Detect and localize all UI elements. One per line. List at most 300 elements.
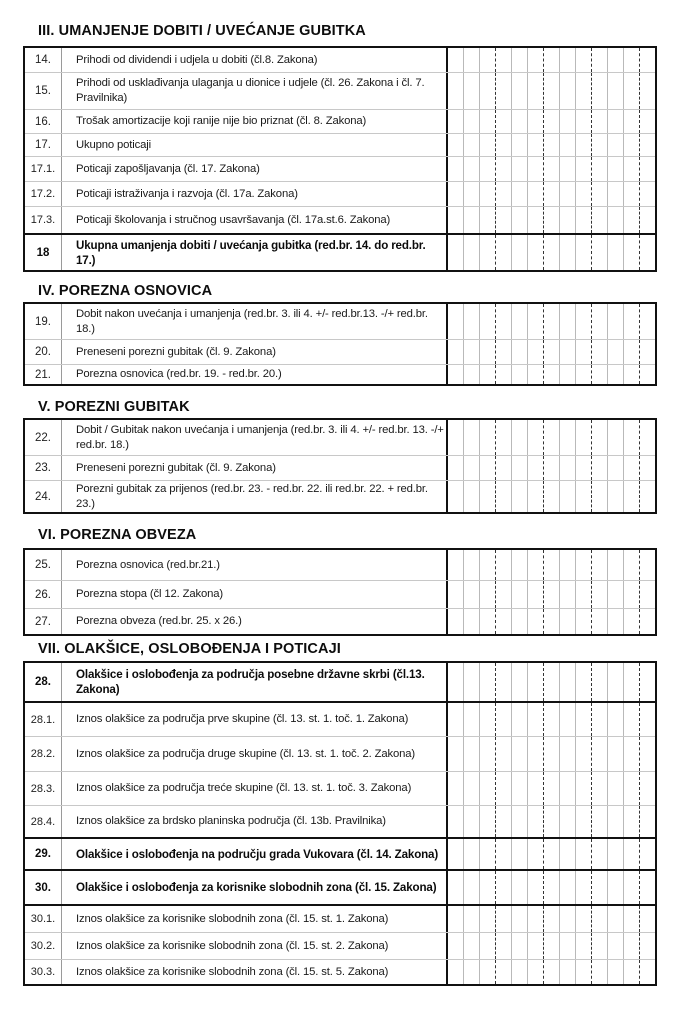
digit-cell[interactable] <box>480 456 496 480</box>
digit-cell[interactable] <box>560 73 576 109</box>
digit-cell[interactable] <box>624 960 640 984</box>
digit-cell[interactable] <box>624 235 640 270</box>
digit-cell[interactable] <box>560 550 576 580</box>
digit-cell[interactable] <box>512 73 528 109</box>
digit-cell[interactable] <box>544 663 560 701</box>
digit-cell[interactable] <box>528 235 544 270</box>
digit-cell[interactable] <box>512 871 528 904</box>
digit-cell[interactable] <box>512 550 528 580</box>
digit-cell[interactable] <box>480 304 496 339</box>
digit-cell[interactable] <box>592 48 608 72</box>
digit-cell[interactable] <box>496 839 512 869</box>
digit-cell[interactable] <box>496 182 512 206</box>
digit-cell[interactable] <box>544 906 560 932</box>
digit-cell[interactable] <box>576 772 592 805</box>
digit-cell[interactable] <box>512 110 528 133</box>
digit-cell[interactable] <box>448 420 464 455</box>
digit-cell[interactable] <box>464 871 480 904</box>
digit-cell[interactable] <box>528 550 544 580</box>
digit-cell[interactable] <box>560 157 576 181</box>
digit-cell[interactable] <box>592 340 608 364</box>
digit-cell[interactable] <box>592 581 608 608</box>
digit-cell[interactable] <box>560 340 576 364</box>
digit-cell[interactable] <box>592 550 608 580</box>
digit-cell[interactable] <box>624 134 640 156</box>
digit-cell[interactable] <box>624 157 640 181</box>
digit-cell[interactable] <box>640 663 655 701</box>
amount-input-grid[interactable] <box>446 839 655 869</box>
digit-cell[interactable] <box>480 420 496 455</box>
digit-cell[interactable] <box>560 839 576 869</box>
digit-cell[interactable] <box>624 207 640 233</box>
digit-cell[interactable] <box>496 550 512 580</box>
digit-cell[interactable] <box>544 134 560 156</box>
digit-cell[interactable] <box>512 960 528 984</box>
digit-cell[interactable] <box>560 48 576 72</box>
digit-cell[interactable] <box>464 134 480 156</box>
digit-cell[interactable] <box>528 365 544 384</box>
digit-cell[interactable] <box>528 906 544 932</box>
digit-cell[interactable] <box>544 420 560 455</box>
digit-cell[interactable] <box>608 960 624 984</box>
digit-cell[interactable] <box>640 609 655 634</box>
amount-input-grid[interactable] <box>446 456 655 480</box>
digit-cell[interactable] <box>448 340 464 364</box>
digit-cell[interactable] <box>480 182 496 206</box>
digit-cell[interactable] <box>560 703 576 736</box>
digit-cell[interactable] <box>496 235 512 270</box>
digit-cell[interactable] <box>496 340 512 364</box>
digit-cell[interactable] <box>496 157 512 181</box>
digit-cell[interactable] <box>608 663 624 701</box>
digit-cell[interactable] <box>576 933 592 959</box>
digit-cell[interactable] <box>528 871 544 904</box>
digit-cell[interactable] <box>560 772 576 805</box>
amount-input-grid[interactable] <box>446 110 655 133</box>
amount-input-grid[interactable] <box>446 48 655 72</box>
digit-cell[interactable] <box>592 110 608 133</box>
digit-cell[interactable] <box>528 48 544 72</box>
digit-cell[interactable] <box>608 235 624 270</box>
digit-cell[interactable] <box>496 73 512 109</box>
amount-input-grid[interactable] <box>446 182 655 206</box>
digit-cell[interactable] <box>640 481 655 512</box>
digit-cell[interactable] <box>464 340 480 364</box>
digit-cell[interactable] <box>528 134 544 156</box>
digit-cell[interactable] <box>480 663 496 701</box>
digit-cell[interactable] <box>624 737 640 771</box>
digit-cell[interactable] <box>544 772 560 805</box>
digit-cell[interactable] <box>608 456 624 480</box>
digit-cell[interactable] <box>592 481 608 512</box>
digit-cell[interactable] <box>624 182 640 206</box>
amount-input-grid[interactable] <box>446 235 655 270</box>
digit-cell[interactable] <box>480 933 496 959</box>
digit-cell[interactable] <box>512 703 528 736</box>
digit-cell[interactable] <box>448 933 464 959</box>
digit-cell[interactable] <box>624 839 640 869</box>
digit-cell[interactable] <box>592 609 608 634</box>
digit-cell[interactable] <box>544 48 560 72</box>
digit-cell[interactable] <box>448 365 464 384</box>
digit-cell[interactable] <box>448 806 464 837</box>
digit-cell[interactable] <box>640 772 655 805</box>
digit-cell[interactable] <box>592 157 608 181</box>
amount-input-grid[interactable] <box>446 806 655 837</box>
digit-cell[interactable] <box>480 481 496 512</box>
digit-cell[interactable] <box>512 182 528 206</box>
amount-input-grid[interactable] <box>446 906 655 932</box>
digit-cell[interactable] <box>592 207 608 233</box>
digit-cell[interactable] <box>512 481 528 512</box>
digit-cell[interactable] <box>608 609 624 634</box>
digit-cell[interactable] <box>448 134 464 156</box>
digit-cell[interactable] <box>480 550 496 580</box>
digit-cell[interactable] <box>640 420 655 455</box>
digit-cell[interactable] <box>576 134 592 156</box>
digit-cell[interactable] <box>560 304 576 339</box>
digit-cell[interactable] <box>592 420 608 455</box>
digit-cell[interactable] <box>480 871 496 904</box>
digit-cell[interactable] <box>480 609 496 634</box>
digit-cell[interactable] <box>512 663 528 701</box>
digit-cell[interactable] <box>624 550 640 580</box>
digit-cell[interactable] <box>640 806 655 837</box>
digit-cell[interactable] <box>448 550 464 580</box>
digit-cell[interactable] <box>576 365 592 384</box>
digit-cell[interactable] <box>592 906 608 932</box>
digit-cell[interactable] <box>448 871 464 904</box>
digit-cell[interactable] <box>608 157 624 181</box>
digit-cell[interactable] <box>512 906 528 932</box>
digit-cell[interactable] <box>464 182 480 206</box>
digit-cell[interactable] <box>576 906 592 932</box>
amount-input-grid[interactable] <box>446 609 655 634</box>
digit-cell[interactable] <box>528 609 544 634</box>
digit-cell[interactable] <box>544 456 560 480</box>
digit-cell[interactable] <box>448 737 464 771</box>
digit-cell[interactable] <box>448 772 464 805</box>
digit-cell[interactable] <box>464 703 480 736</box>
digit-cell[interactable] <box>528 304 544 339</box>
digit-cell[interactable] <box>496 304 512 339</box>
digit-cell[interactable] <box>544 481 560 512</box>
digit-cell[interactable] <box>544 207 560 233</box>
amount-input-grid[interactable] <box>446 737 655 771</box>
digit-cell[interactable] <box>560 960 576 984</box>
digit-cell[interactable] <box>496 806 512 837</box>
digit-cell[interactable] <box>464 663 480 701</box>
digit-cell[interactable] <box>464 420 480 455</box>
digit-cell[interactable] <box>528 737 544 771</box>
digit-cell[interactable] <box>544 871 560 904</box>
digit-cell[interactable] <box>464 550 480 580</box>
digit-cell[interactable] <box>480 73 496 109</box>
digit-cell[interactable] <box>464 839 480 869</box>
amount-input-grid[interactable] <box>446 134 655 156</box>
digit-cell[interactable] <box>480 703 496 736</box>
digit-cell[interactable] <box>464 207 480 233</box>
digit-cell[interactable] <box>576 737 592 771</box>
digit-cell[interactable] <box>560 456 576 480</box>
digit-cell[interactable] <box>480 48 496 72</box>
digit-cell[interactable] <box>640 207 655 233</box>
digit-cell[interactable] <box>624 906 640 932</box>
digit-cell[interactable] <box>464 365 480 384</box>
digit-cell[interactable] <box>560 609 576 634</box>
digit-cell[interactable] <box>608 110 624 133</box>
digit-cell[interactable] <box>592 456 608 480</box>
digit-cell[interactable] <box>592 304 608 339</box>
digit-cell[interactable] <box>464 772 480 805</box>
digit-cell[interactable] <box>560 207 576 233</box>
digit-cell[interactable] <box>624 304 640 339</box>
digit-cell[interactable] <box>496 365 512 384</box>
amount-input-grid[interactable] <box>446 157 655 181</box>
digit-cell[interactable] <box>560 933 576 959</box>
digit-cell[interactable] <box>480 110 496 133</box>
digit-cell[interactable] <box>560 806 576 837</box>
digit-cell[interactable] <box>544 703 560 736</box>
digit-cell[interactable] <box>448 157 464 181</box>
digit-cell[interactable] <box>512 134 528 156</box>
digit-cell[interactable] <box>640 839 655 869</box>
digit-cell[interactable] <box>592 663 608 701</box>
digit-cell[interactable] <box>464 157 480 181</box>
digit-cell[interactable] <box>576 806 592 837</box>
digit-cell[interactable] <box>592 737 608 771</box>
digit-cell[interactable] <box>608 340 624 364</box>
digit-cell[interactable] <box>640 581 655 608</box>
digit-cell[interactable] <box>640 73 655 109</box>
digit-cell[interactable] <box>624 663 640 701</box>
digit-cell[interactable] <box>512 772 528 805</box>
digit-cell[interactable] <box>512 806 528 837</box>
digit-cell[interactable] <box>528 456 544 480</box>
digit-cell[interactable] <box>448 207 464 233</box>
digit-cell[interactable] <box>640 110 655 133</box>
digit-cell[interactable] <box>624 110 640 133</box>
digit-cell[interactable] <box>496 48 512 72</box>
digit-cell[interactable] <box>640 235 655 270</box>
digit-cell[interactable] <box>480 365 496 384</box>
amount-input-grid[interactable] <box>446 73 655 109</box>
digit-cell[interactable] <box>608 73 624 109</box>
amount-input-grid[interactable] <box>446 550 655 580</box>
digit-cell[interactable] <box>576 157 592 181</box>
digit-cell[interactable] <box>480 340 496 364</box>
digit-cell[interactable] <box>560 420 576 455</box>
digit-cell[interactable] <box>624 456 640 480</box>
digit-cell[interactable] <box>480 207 496 233</box>
digit-cell[interactable] <box>608 48 624 72</box>
digit-cell[interactable] <box>560 134 576 156</box>
digit-cell[interactable] <box>640 960 655 984</box>
digit-cell[interactable] <box>528 806 544 837</box>
digit-cell[interactable] <box>480 235 496 270</box>
digit-cell[interactable] <box>448 609 464 634</box>
digit-cell[interactable] <box>512 304 528 339</box>
digit-cell[interactable] <box>448 456 464 480</box>
digit-cell[interactable] <box>624 481 640 512</box>
amount-input-grid[interactable] <box>446 581 655 608</box>
digit-cell[interactable] <box>448 182 464 206</box>
digit-cell[interactable] <box>608 182 624 206</box>
digit-cell[interactable] <box>544 235 560 270</box>
digit-cell[interactable] <box>464 110 480 133</box>
digit-cell[interactable] <box>640 48 655 72</box>
digit-cell[interactable] <box>608 933 624 959</box>
digit-cell[interactable] <box>528 663 544 701</box>
digit-cell[interactable] <box>528 207 544 233</box>
digit-cell[interactable] <box>640 456 655 480</box>
digit-cell[interactable] <box>480 134 496 156</box>
digit-cell[interactable] <box>544 581 560 608</box>
digit-cell[interactable] <box>528 703 544 736</box>
digit-cell[interactable] <box>592 806 608 837</box>
digit-cell[interactable] <box>640 906 655 932</box>
digit-cell[interactable] <box>624 420 640 455</box>
digit-cell[interactable] <box>480 906 496 932</box>
digit-cell[interactable] <box>528 933 544 959</box>
digit-cell[interactable] <box>544 933 560 959</box>
digit-cell[interactable] <box>640 340 655 364</box>
digit-cell[interactable] <box>560 365 576 384</box>
digit-cell[interactable] <box>576 207 592 233</box>
digit-cell[interactable] <box>624 772 640 805</box>
digit-cell[interactable] <box>608 365 624 384</box>
digit-cell[interactable] <box>640 871 655 904</box>
digit-cell[interactable] <box>560 481 576 512</box>
digit-cell[interactable] <box>512 581 528 608</box>
amount-input-grid[interactable] <box>446 481 655 512</box>
digit-cell[interactable] <box>480 157 496 181</box>
amount-input-grid[interactable] <box>446 340 655 364</box>
digit-cell[interactable] <box>464 481 480 512</box>
digit-cell[interactable] <box>576 871 592 904</box>
digit-cell[interactable] <box>592 235 608 270</box>
digit-cell[interactable] <box>544 73 560 109</box>
digit-cell[interactable] <box>560 737 576 771</box>
digit-cell[interactable] <box>464 456 480 480</box>
digit-cell[interactable] <box>544 960 560 984</box>
digit-cell[interactable] <box>448 663 464 701</box>
digit-cell[interactable] <box>448 703 464 736</box>
digit-cell[interactable] <box>592 871 608 904</box>
digit-cell[interactable] <box>624 73 640 109</box>
digit-cell[interactable] <box>576 182 592 206</box>
digit-cell[interactable] <box>480 960 496 984</box>
digit-cell[interactable] <box>576 581 592 608</box>
digit-cell[interactable] <box>480 737 496 771</box>
digit-cell[interactable] <box>624 340 640 364</box>
digit-cell[interactable] <box>592 365 608 384</box>
digit-cell[interactable] <box>640 304 655 339</box>
digit-cell[interactable] <box>576 48 592 72</box>
digit-cell[interactable] <box>480 839 496 869</box>
digit-cell[interactable] <box>496 456 512 480</box>
digit-cell[interactable] <box>528 420 544 455</box>
digit-cell[interactable] <box>624 48 640 72</box>
digit-cell[interactable] <box>560 871 576 904</box>
digit-cell[interactable] <box>496 906 512 932</box>
digit-cell[interactable] <box>592 772 608 805</box>
digit-cell[interactable] <box>640 737 655 771</box>
digit-cell[interactable] <box>640 703 655 736</box>
digit-cell[interactable] <box>592 73 608 109</box>
digit-cell[interactable] <box>608 581 624 608</box>
digit-cell[interactable] <box>544 365 560 384</box>
digit-cell[interactable] <box>640 365 655 384</box>
digit-cell[interactable] <box>464 48 480 72</box>
digit-cell[interactable] <box>528 481 544 512</box>
digit-cell[interactable] <box>560 235 576 270</box>
digit-cell[interactable] <box>480 581 496 608</box>
digit-cell[interactable] <box>496 581 512 608</box>
digit-cell[interactable] <box>592 703 608 736</box>
digit-cell[interactable] <box>528 772 544 805</box>
digit-cell[interactable] <box>608 134 624 156</box>
digit-cell[interactable] <box>448 839 464 869</box>
digit-cell[interactable] <box>496 737 512 771</box>
digit-cell[interactable] <box>576 235 592 270</box>
digit-cell[interactable] <box>560 663 576 701</box>
digit-cell[interactable] <box>464 304 480 339</box>
digit-cell[interactable] <box>608 481 624 512</box>
digit-cell[interactable] <box>608 839 624 869</box>
digit-cell[interactable] <box>464 73 480 109</box>
amount-input-grid[interactable] <box>446 772 655 805</box>
digit-cell[interactable] <box>448 304 464 339</box>
digit-cell[interactable] <box>496 481 512 512</box>
digit-cell[interactable] <box>512 48 528 72</box>
digit-cell[interactable] <box>480 772 496 805</box>
digit-cell[interactable] <box>528 960 544 984</box>
digit-cell[interactable] <box>592 182 608 206</box>
digit-cell[interactable] <box>512 737 528 771</box>
digit-cell[interactable] <box>544 550 560 580</box>
digit-cell[interactable] <box>528 110 544 133</box>
digit-cell[interactable] <box>624 609 640 634</box>
digit-cell[interactable] <box>544 157 560 181</box>
digit-cell[interactable] <box>592 933 608 959</box>
digit-cell[interactable] <box>576 960 592 984</box>
digit-cell[interactable] <box>640 157 655 181</box>
digit-cell[interactable] <box>608 703 624 736</box>
digit-cell[interactable] <box>496 703 512 736</box>
digit-cell[interactable] <box>512 207 528 233</box>
digit-cell[interactable] <box>576 703 592 736</box>
digit-cell[interactable] <box>528 157 544 181</box>
digit-cell[interactable] <box>448 481 464 512</box>
amount-input-grid[interactable] <box>446 871 655 904</box>
digit-cell[interactable] <box>448 235 464 270</box>
digit-cell[interactable] <box>464 737 480 771</box>
digit-cell[interactable] <box>448 960 464 984</box>
digit-cell[interactable] <box>496 420 512 455</box>
digit-cell[interactable] <box>576 609 592 634</box>
digit-cell[interactable] <box>576 110 592 133</box>
digit-cell[interactable] <box>496 933 512 959</box>
digit-cell[interactable] <box>496 134 512 156</box>
digit-cell[interactable] <box>512 609 528 634</box>
digit-cell[interactable] <box>640 134 655 156</box>
digit-cell[interactable] <box>464 906 480 932</box>
digit-cell[interactable] <box>512 839 528 869</box>
digit-cell[interactable] <box>528 581 544 608</box>
digit-cell[interactable] <box>576 550 592 580</box>
digit-cell[interactable] <box>608 871 624 904</box>
